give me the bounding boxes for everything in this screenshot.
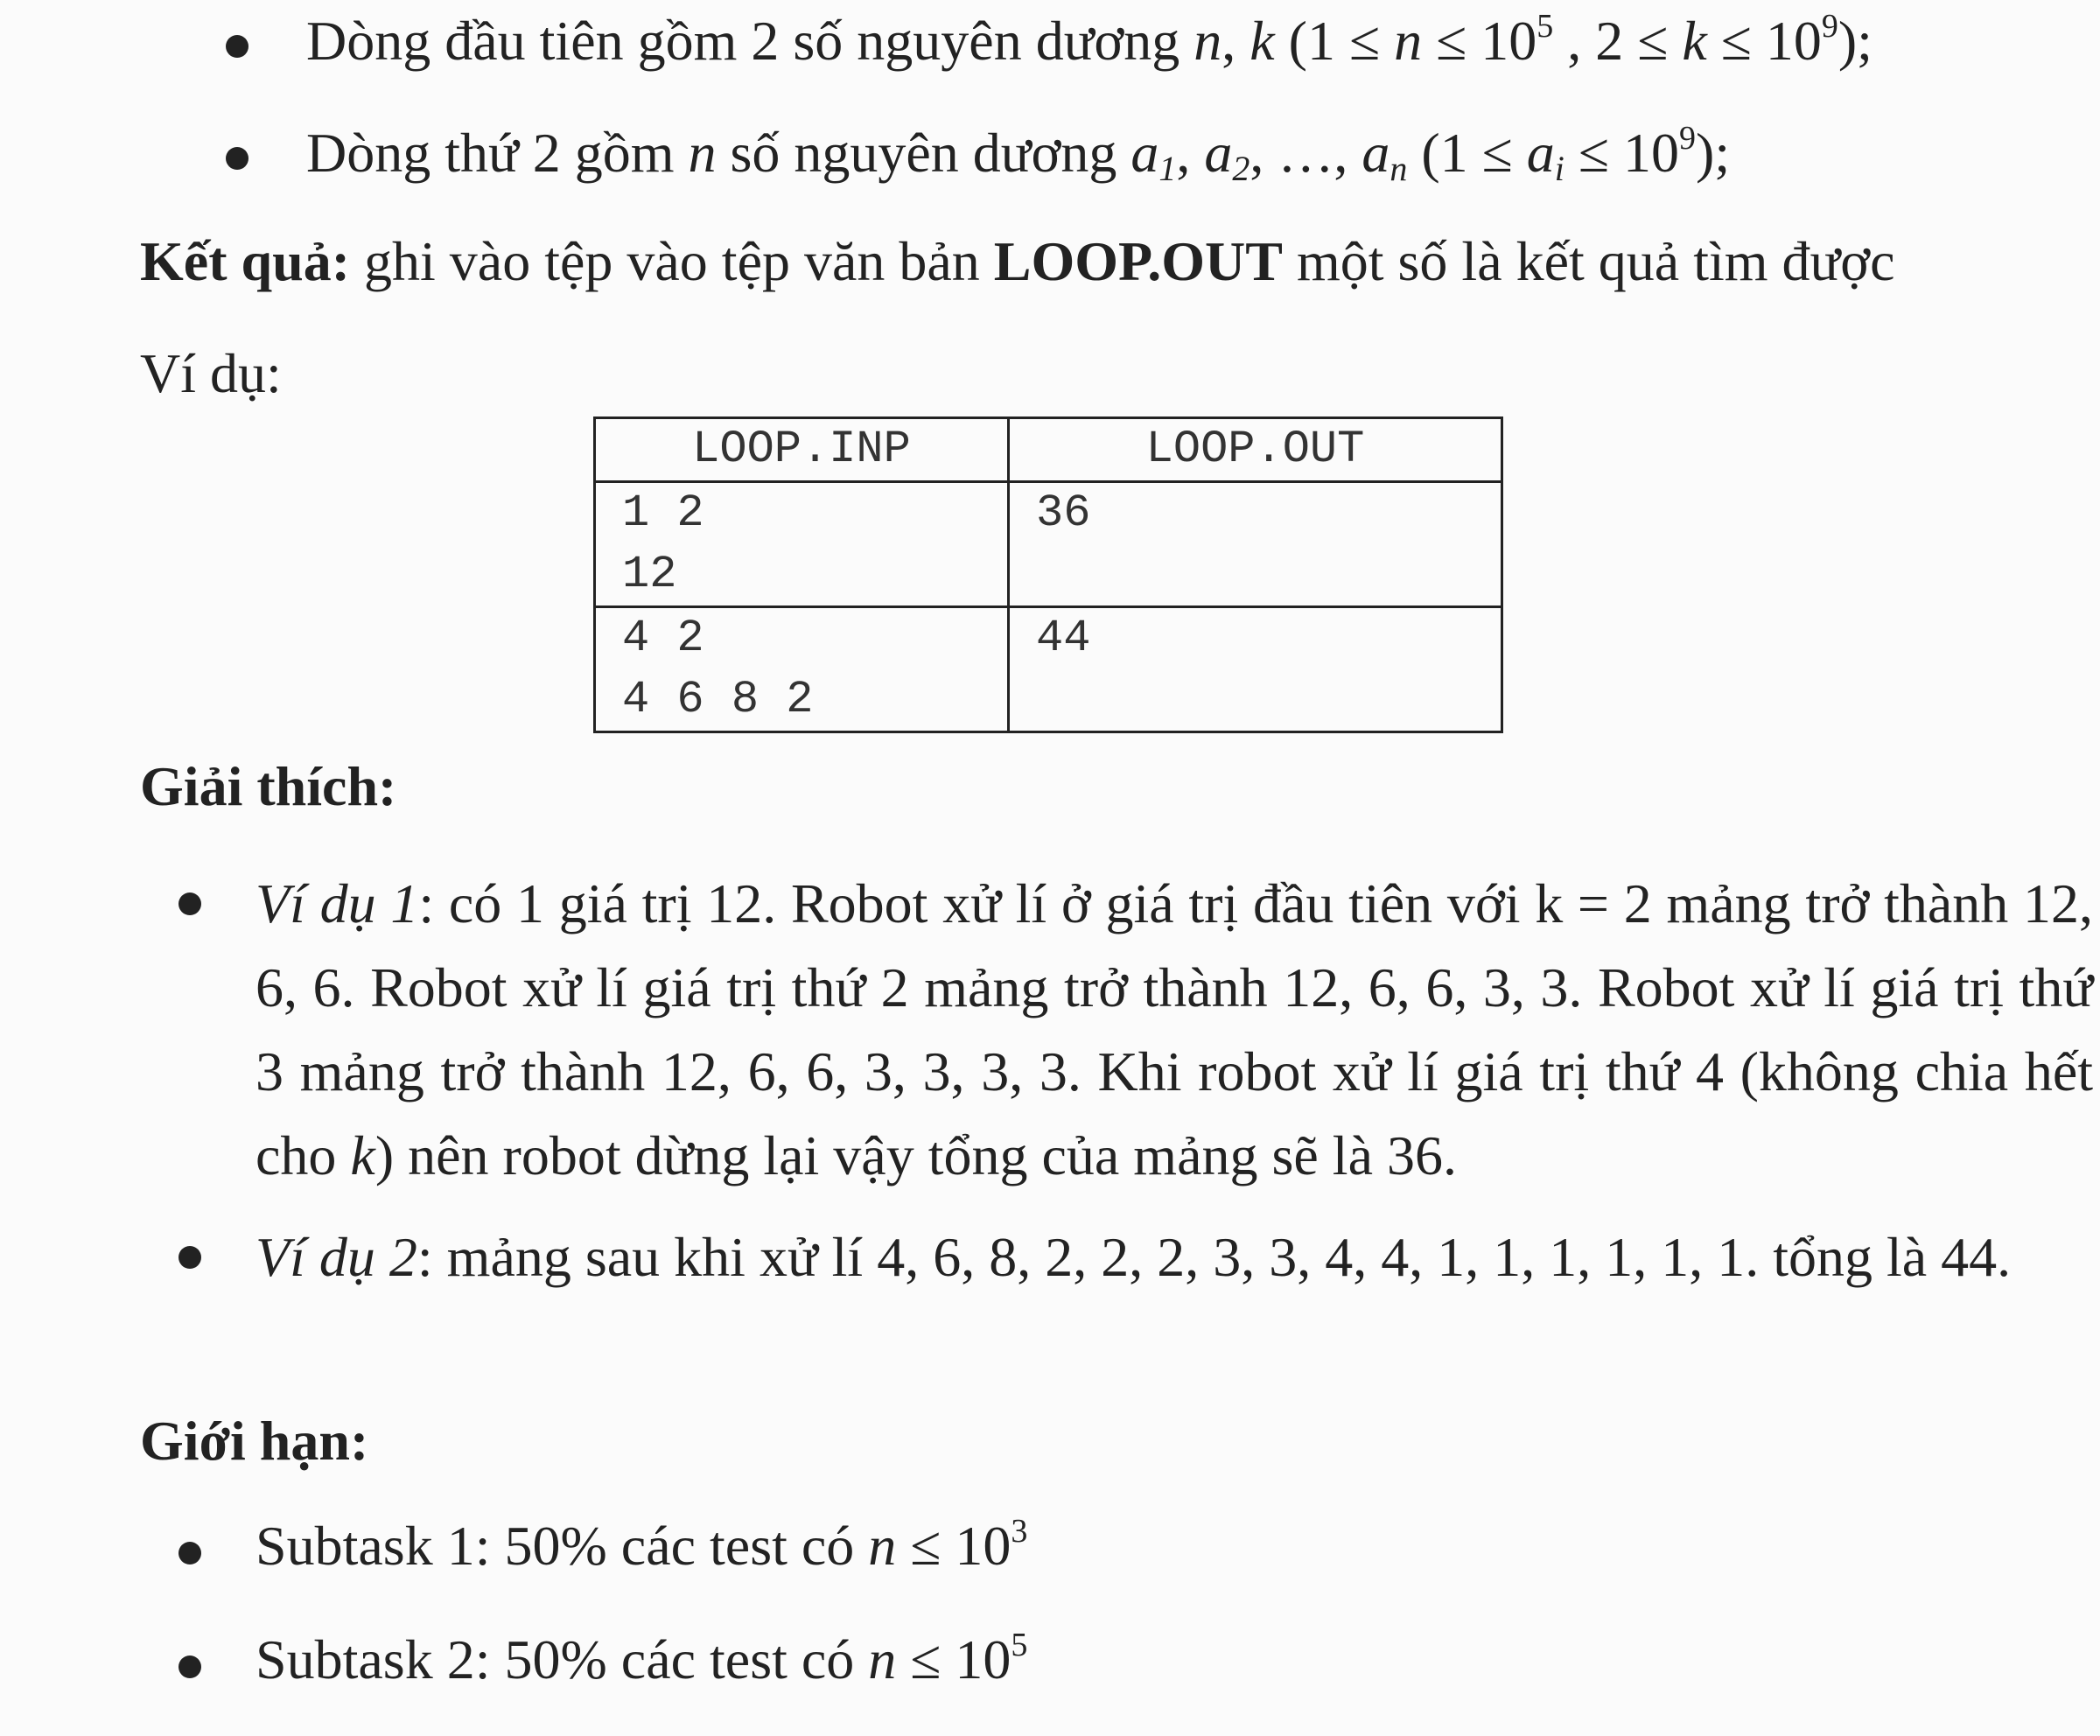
limit-item-2: Subtask 2: 50% các test có $n \le 10^5$ [256,1627,1028,1690]
table-row [595,482,1502,607]
table-row [595,607,1502,732]
table-header: LOOP.OUT [1009,418,1502,482]
explanation-heading: Giải thích: [140,755,397,817]
bullet-dot [226,147,248,170]
bullet-dot [178,892,201,915]
output-filename: LOOP.OUT [993,230,1283,292]
example-table [593,416,1503,733]
table-header: LOOP.INP [595,418,1009,482]
explanation-item-2: Ví dụ 2: mảng sau khi xử lí 4, 6, 8, 2, 2, 2, 3, 3, 4, 4, 1, 1, 1, 1, 1, 1. tổng là 44. [256,1226,2012,1288]
output-label: Kết quả: [140,230,350,292]
bullet-dot [178,1246,201,1269]
table-cell-inp: 1 2 12 [595,482,1009,607]
bullet-dot [226,35,248,58]
explanation-item-1: Ví dụ 1: có 1 giá trị 12. Robot xử lí ở giá trị đầu tiên với k = 2 mảng trở thành 12, 6, 6. Robot xử lí giá trị thứ 2 mảng trở thành 12, 6, 6, 3, 3. Robot xử lí giá trị thứ 3 mảng trở thành 12, 6, 6, 3, 3, 3, 3. Khi robot xử lí giá trị thứ 4 (không chia hết cho k) nên robot dừng lại vậy tổng của mảng sẽ là 36. [256,872,2094,1186]
table-cell-out: 44 [1009,607,1502,732]
limit-item-1: Subtask 1: 50% các test có $n \le 10^3$ [256,1513,1028,1577]
table-cell-inp: 4 2 4 6 8 2 [595,607,1009,732]
limits-heading: Giới hạn: [140,1410,369,1472]
table-cell-out: 36 [1009,482,1502,607]
input-line-1: Dòng đầu tiên gồm 2 số nguyên dương n, k ($1 \le n \le 10^5$ , $2 \le k \le 10^9$); [306,8,1872,72]
bullet-dot [178,1656,201,1678]
input-line-2: Dòng thứ 2 gồm n số nguyên dương $a_1$, $a_2$, …, $a_n$ $(1 \le a_i \le 10^9)$; [306,120,1731,188]
bullet-dot [178,1542,201,1564]
table-header-row [595,418,1502,482]
example-label: Ví dụ: [140,342,282,404]
output-line: Kết quả: ghi vào tệp vào tệp văn bản LOOP.OUT một số là kết quả tìm được [140,230,1895,292]
